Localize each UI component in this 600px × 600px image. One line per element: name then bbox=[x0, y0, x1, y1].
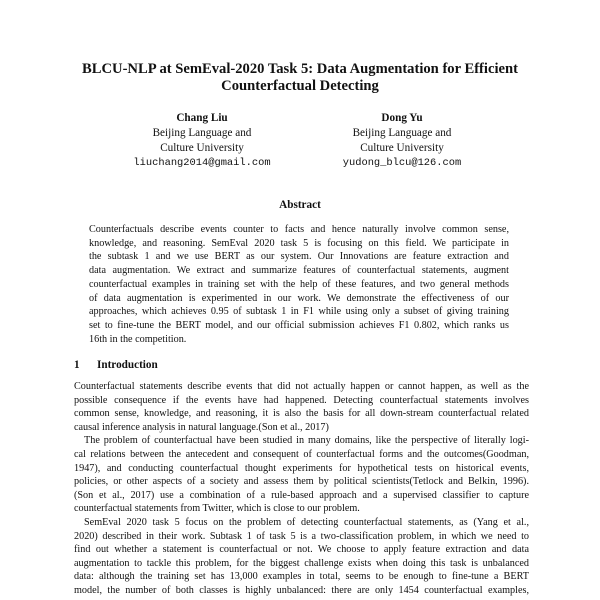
intro-line: data: although the training set has 13,000 examples in total, seems to be enough to fine-tune a BERT bbox=[74, 571, 529, 583]
intro-line: 1947), and conducting counterfactual thought experiments for hypothetical tests on historical events, bbox=[74, 462, 529, 474]
author-affiliation: Beijing Language and bbox=[352, 127, 452, 139]
paper-title bbox=[40, 61, 560, 95]
abstract-body bbox=[89, 223, 509, 346]
author-name: Chang Liu bbox=[176, 112, 228, 124]
author-name: Dong Yu bbox=[381, 112, 423, 124]
intro-line: SemEval 2020 task 5 focus on the problem of detecting counterfactual statements, as (Yang et al., bbox=[84, 516, 529, 528]
section-number: 1 bbox=[74, 359, 80, 371]
introduction-body bbox=[74, 380, 529, 598]
abstract-heading: Abstract bbox=[279, 199, 321, 211]
intro-line: causal inference analysis in natural language.(Son et al., 2017) bbox=[74, 421, 329, 433]
abstract-line: 16th in the competition. bbox=[89, 333, 187, 345]
abstract-line: of data augmentation is experimented in our work. We demonstrate the effectiveness of our bbox=[89, 292, 509, 304]
section-title: Introduction bbox=[97, 359, 158, 371]
title-line: BLCU-NLP at SemEval-2020 Task 5: Data Augmentation for Efficient bbox=[82, 61, 518, 77]
author-affiliation: Beijing Language and bbox=[152, 127, 252, 139]
abstract-line: the subtask 1 and we use BERT as our system. Our Innovations are feature extraction and bbox=[89, 251, 509, 263]
intro-line: possible consequence if the events have had happened. Detecting counterfactual statements involves bbox=[74, 394, 529, 406]
abstract-line: set to fine-tune the BERT model, and our official submission achieves F1 0.802, which ranks us bbox=[89, 319, 509, 331]
abstract-line: Counterfactuals describe events counter to facts and hence naturally involve common sense, bbox=[89, 224, 509, 235]
author-email: liuchang2014@gmail.com bbox=[133, 157, 271, 169]
intro-line: 2020) described in their work. Subtask 1 of task 5 is a two-classification problem, in which we need to bbox=[74, 530, 529, 542]
intro-line: (Son et al., 2017) use a combination of a rule-based approach and a supervised classifier to capture bbox=[74, 489, 529, 501]
author-block bbox=[102, 111, 302, 171]
author-email: yudong_blcu@126.com bbox=[342, 157, 462, 169]
abstract-line: data augmentation. We extract and summarize features of counterfactual statements, augment bbox=[89, 265, 509, 277]
author-block bbox=[302, 111, 502, 171]
title-line: Counterfactual Detecting bbox=[221, 78, 379, 94]
author-affiliation: Culture University bbox=[360, 142, 444, 154]
section-heading bbox=[74, 359, 158, 371]
intro-line: counterfactual statements from Twitter, which is close to our problem. bbox=[74, 503, 360, 515]
intro-line: augmentation to tackle this problem, for the biggest challenge exists when doing this task is unbalanced bbox=[74, 557, 529, 569]
abstract-line: knowledge, and reasoning. SemEval 2020 task 5 is focusing on this field. We participate in bbox=[89, 237, 509, 249]
intro-line: common sense, knowledge, and reasoning, it is also the basis for all down-stream counterfactual related bbox=[74, 408, 529, 420]
intro-line: Counterfactual statements describe events that did not actually happen or cannot happen, as well as the bbox=[74, 381, 529, 392]
author-affiliation: Culture University bbox=[160, 142, 244, 154]
intro-line: policies, or other aspects of a society and assess them by political scientists(Tetlock and Belkin, 1996). bbox=[74, 476, 529, 488]
intro-line: find out whether a statement is counterfactual or not. We choose to apply feature extraction and data bbox=[74, 544, 529, 556]
intro-line: model, the number of both classes is highly unbalanced: there are only 1454 counterfactual examples, bbox=[74, 584, 529, 596]
intro-line: The problem of counterfactual have been studied in many domains, like the perspective of literally logi- bbox=[84, 435, 529, 447]
intro-line: cal relations between the antecedent and consequent of counterfactual forms and the outcomes(Goodman, bbox=[74, 448, 529, 460]
abstract-line: approaches, which achieves 0.95 of subtask 1 in F1 while using only a subset of giving training bbox=[89, 306, 509, 318]
abstract-line: counterfactual examples in training set with the help of these features, and two general methods bbox=[89, 278, 509, 290]
